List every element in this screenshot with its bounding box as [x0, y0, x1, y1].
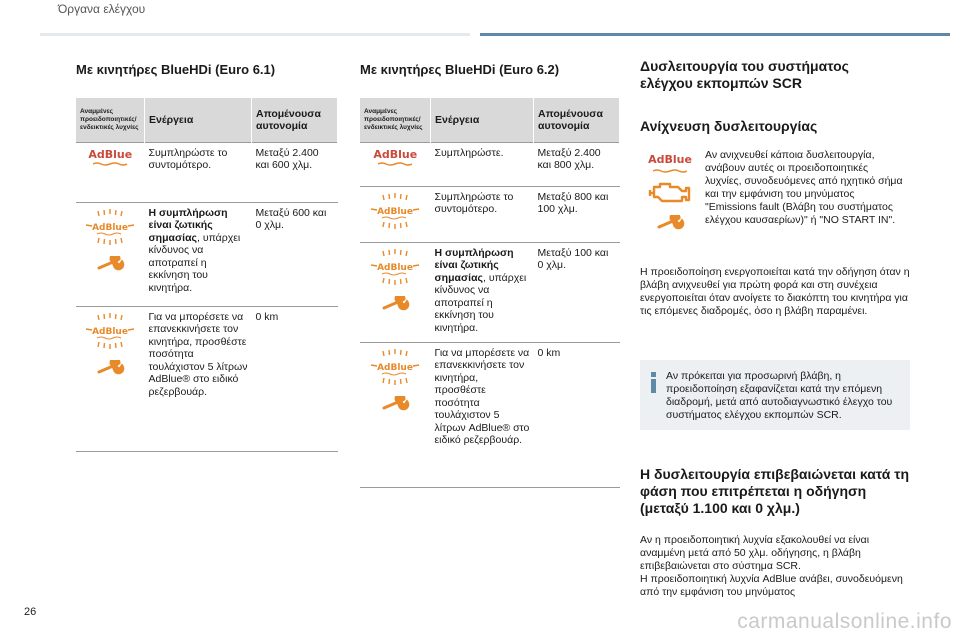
table1-header-range: Απομένουσα αυτονομία: [252, 98, 338, 142]
warning-activation-text: Η προειδοποίηση ενεργοποιείται κατά την οδήγηση όταν η βλάβη ανιχνευθεί για πρώτη φορά και στη συνέχεια ενεργοποιείται όταν ανοίγετε το διακόπτη του κινητήρα για τις επόμενες διαδρομές, όσο η βλάβη παραμένει.: [640, 266, 910, 317]
table2-row3-icons: [360, 242, 431, 342]
table1-row2-icons: [76, 202, 145, 306]
adblue-icon: AdBlue: [362, 149, 429, 167]
table1-header-action: Ενέργεια: [145, 98, 252, 142]
header-rule-right: [480, 33, 950, 36]
table2-row4-range: 0 km: [534, 342, 620, 487]
info-icon: [646, 370, 662, 394]
adblue-blinking-icon: [80, 209, 140, 245]
svg-text:AdBlue: AdBlue: [377, 206, 414, 217]
table2-row1-action: Συμπληρώστε.: [431, 142, 534, 186]
table-row: [360, 342, 620, 487]
wrench-icon: [380, 396, 410, 414]
table1-header-lamps: Αναμμένες προειδοποιητικές/ενδεικτικές λυχνίες: [76, 98, 145, 142]
table2-header-range: Απομένουσα αυτονομία: [534, 98, 620, 142]
svg-text:AdBlue: AdBlue: [377, 262, 414, 273]
wrench-icon: [95, 360, 125, 378]
table2-header-action: Ενέργεια: [431, 98, 534, 142]
detection-icons: [640, 150, 700, 233]
adblue-icon: AdBlue: [640, 150, 700, 173]
detection-text: Αν ανιχνευθεί κάποια δυσλειτουργία, ανάβουν αυτές οι προειδοποιητικές λυχνίες, συνοδευόμενες από ηχητικό σήμα και την εμφάνιση του μηνύματος "Emissions fault (Βλάβη του συστήματος ελέγχου καυσαερίων)" ή "NO START IN".: [705, 149, 903, 226]
page-number: 26: [24, 606, 37, 618]
table2-row1-range: Μεταξύ 2.400 και 800 χλμ.: [534, 142, 620, 186]
table2-row3-range: Μεταξύ 100 και 0 χλμ.: [534, 242, 620, 342]
watermark: carmanualsonline.info: [737, 610, 952, 633]
table1-row1-action: Συμπληρώστε το συντομότερο.: [145, 142, 252, 202]
table-row: [76, 306, 338, 451]
table2-row2-range: Μεταξύ 800 και 100 χλμ.: [534, 186, 620, 242]
table2-header-lamps: Αναμμένες προειδοποιητικές/ενδεικτικές λυχνίες: [360, 98, 431, 142]
info-text: Αν πρόκειται για προσωρινή βλάβη, η προειδοποίηση εξαφανίζεται κατά την επόμενη διαδρομή, μετά από αυτοδιαγνωστικό έλεγχο του συστήματος ελέγχου εκπομπών SCR.: [666, 370, 893, 421]
table-row: [360, 242, 620, 342]
table-row: [360, 186, 620, 242]
table-row: [76, 202, 338, 306]
table1-title: Με κινητήρες BlueHDi (Euro 6.1): [76, 62, 276, 77]
table1-row2-range: Μεταξύ 600 και 0 χλμ.: [252, 202, 338, 306]
subtitle-detection: Ανίχνευση δυσλειτουργίας: [640, 118, 818, 134]
table-row: [76, 142, 338, 202]
table2-row4-action: Για να μπορέσετε να επανεκκινήσετε τον κινητήρα, προσθέστε ποσότητα τουλάχιστον 5 λίτρων AdBlue® στο ειδικό ρεζερβουάρ.: [431, 342, 534, 487]
wrench-icon: [95, 256, 125, 274]
header-rule-left: [40, 33, 470, 36]
svg-text:AdBlue: AdBlue: [92, 326, 129, 337]
table1-row1-icons: [76, 142, 145, 202]
table2-row4-icons: [360, 342, 431, 487]
adblue-icon: AdBlue: [78, 149, 143, 167]
svg-text:AdBlue: AdBlue: [92, 222, 129, 233]
right-title: Δυσλειτουργία του συστήματος ελέγχου εκπομπών SCR: [640, 58, 849, 91]
adblue-blinking-icon: [365, 249, 425, 285]
table2-row2-icons: [360, 186, 431, 242]
table1-row3-range: 0 km: [252, 306, 338, 451]
subtitle-confirmed: Η δυσλειτουργία επιβεβαιώνεται κατά τη φάση που επιτρέπεται η οδήγηση (μεταξύ 1.100 και 0 χλμ.): [640, 466, 910, 516]
table2-row3-action: Η συμπλήρωση είναι ζωτικής σημασίας, υπάρχει κίνδυνος να αποτραπεί η εκκίνηση του κινητήρα.: [431, 242, 534, 342]
table1-row3-icons: [76, 306, 145, 451]
table2-row2-action: Συμπληρώστε το συντομότερο.: [431, 186, 534, 242]
engine-icon: [648, 179, 692, 207]
svg-text:AdBlue: AdBlue: [377, 362, 414, 373]
table1-row2-action: Η συμπλήρωση είναι ζωτικής σημασίας, υπάρχει κίνδυνος να αποτραπεί η εκκίνηση του κινητήρα.: [145, 202, 252, 306]
table1: [76, 98, 338, 452]
table-row: [360, 142, 620, 186]
table1-row1-range: Μεταξύ 2.400 και 600 χλμ.: [252, 142, 338, 202]
adblue-blinking-icon: [80, 313, 140, 349]
adblue-lamp-text: Η προειδοποιητική λυχνία AdBlue ανάβει, συνοδευόμενη από την εμφάνιση του μηνύματος: [640, 573, 903, 598]
table1-row3-action: Για να μπορέσετε να επανεκκινήσετε τον κινητήρα, προσθέστε ποσότητα τουλάχιστον 5 λίτρων AdBlue® στο ειδικό ρεζερβουάρ.: [145, 306, 252, 451]
info-box: [640, 360, 910, 430]
table2: [360, 98, 620, 488]
confirmed-text: Αν η προειδοποιητική λυχνία εξακολουθεί να είναι αναμμένη μετά από 50 χλμ. οδήγησης, η βλάβη επιβεβαιώνεται στο σύστημα SCR.: [640, 534, 870, 572]
adblue-blinking-icon: [365, 193, 425, 229]
header-title: Όργανα ελέγχου: [58, 2, 146, 16]
table2-title: Με κινητήρες BlueHDi (Euro 6.2): [360, 62, 560, 77]
table2-row1-icons: [360, 142, 431, 186]
wrench-icon: [655, 215, 685, 233]
wrench-icon: [380, 296, 410, 314]
adblue-blinking-icon: [365, 349, 425, 385]
